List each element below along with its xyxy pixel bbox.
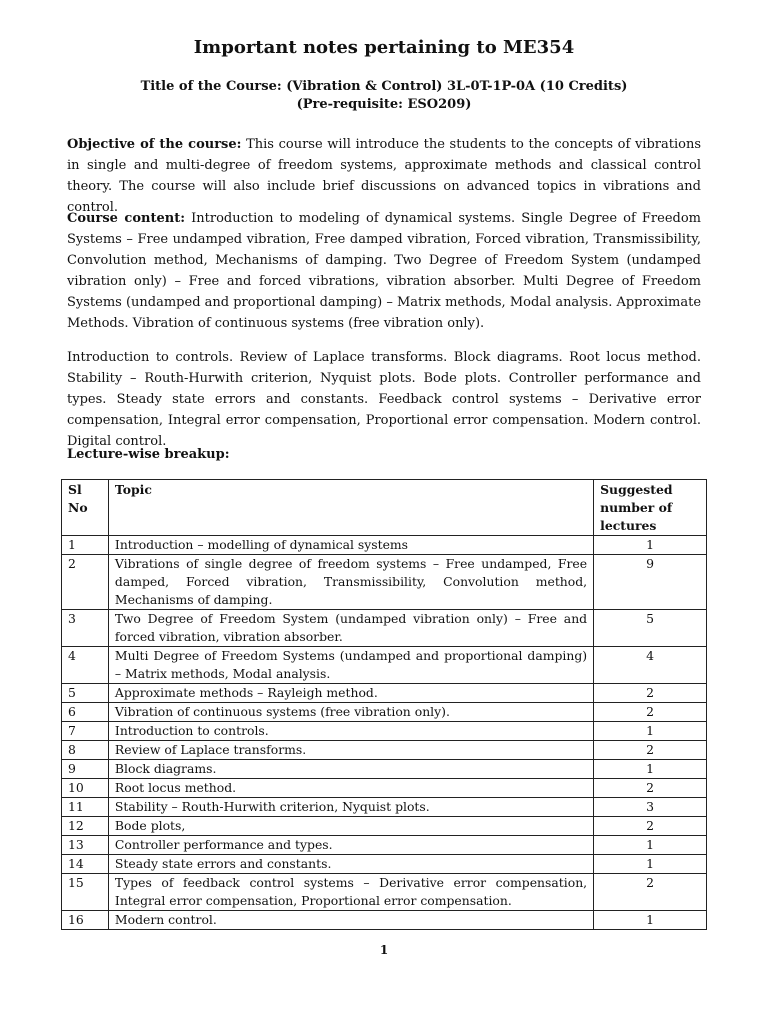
lecture-table-body xyxy=(62,536,707,930)
row-lecture-count: 1 xyxy=(594,911,707,930)
row-topic: Steady state errors and constants. xyxy=(108,855,593,874)
page-title: Important notes pertaining to ME354 xyxy=(193,37,575,58)
table-row xyxy=(62,874,707,911)
row-sl-number: 14 xyxy=(62,855,109,874)
row-lecture-count: 1 xyxy=(594,760,707,779)
row-lecture-count: 2 xyxy=(594,684,707,703)
row-sl-number: 3 xyxy=(62,610,109,647)
row-lecture-count: 2 xyxy=(594,779,707,798)
row-sl-number: 11 xyxy=(62,798,109,817)
table-row xyxy=(62,779,707,798)
header-lectures: Suggested number of lectures xyxy=(594,480,707,536)
table-row xyxy=(62,760,707,779)
row-topic: Review of Laplace transforms. xyxy=(108,741,593,760)
row-sl-number: 4 xyxy=(62,647,109,684)
row-sl-number: 8 xyxy=(62,741,109,760)
row-lecture-count: 1 xyxy=(594,855,707,874)
table-row xyxy=(62,610,707,647)
row-sl-number: 13 xyxy=(62,836,109,855)
objective-paragraph xyxy=(67,134,701,218)
row-topic: Block diagrams. xyxy=(108,760,593,779)
objective-text: This course will introduce the students to the concepts of vibrations in single and multi-degree of freedom systems, approximate methods and classical control theory. The course will also include brief discussions on advanced topics in vibrations and control. xyxy=(67,137,701,215)
row-sl-number: 5 xyxy=(62,684,109,703)
row-sl-number: 6 xyxy=(62,703,109,722)
course-title-line: Title of the Course: (Vibration & Control) 3L-0T-1P-0A (10 Credits) xyxy=(140,79,628,94)
row-topic: Bode plots, xyxy=(108,817,593,836)
table-row xyxy=(62,741,707,760)
row-lecture-count: 2 xyxy=(594,703,707,722)
row-topic: Modern control. xyxy=(108,911,593,930)
row-sl-number: 12 xyxy=(62,817,109,836)
row-lecture-count: 1 xyxy=(594,722,707,741)
row-sl-number: 1 xyxy=(62,536,109,555)
header-topic: Topic xyxy=(108,480,593,536)
table-row xyxy=(62,911,707,930)
course-content-text: Introduction to modeling of dynamical systems. Single Degree of Freedom Systems – Free undamped vibration, Free damped vibration, Forced vibration, Transmissibility, Convolution method, Mechanisms of damping. Two Degree of Freedom System (undamped vibration only) – Free and forced vibrations, vibration absorber. Multi Degree of Freedom Systems (undamped and proportional damping) – Matrix methods, Modal analysis. Approximate Methods. Vibration of continuous systems (free vibration only). xyxy=(67,211,702,331)
row-topic: Introduction to controls. xyxy=(108,722,593,741)
table-row xyxy=(62,798,707,817)
table-row xyxy=(62,555,707,610)
row-topic: Approximate methods – Rayleigh method. xyxy=(108,684,593,703)
row-lecture-count: 3 xyxy=(594,798,707,817)
table-row xyxy=(62,817,707,836)
row-sl-number: 2 xyxy=(62,555,109,610)
row-sl-number: 10 xyxy=(62,779,109,798)
row-lecture-count: 2 xyxy=(594,874,707,911)
table-row xyxy=(62,836,707,855)
row-topic: Types of feedback control systems – Derivative error compensation, Integral error compensation, Proportional error compensation. xyxy=(108,874,593,911)
row-lecture-count: 5 xyxy=(594,610,707,647)
row-topic: Two Degree of Freedom System (undamped vibration only) – Free and forced vibration, vibration absorber. xyxy=(108,610,593,647)
lecture-table xyxy=(61,479,707,930)
table-row xyxy=(62,647,707,684)
table-row xyxy=(62,684,707,703)
row-topic: Stability – Routh-Hurwith criterion, Nyquist plots. xyxy=(108,798,593,817)
table-row xyxy=(62,722,707,741)
row-topic: Multi Degree of Freedom Systems (undamped and proportional damping) – Matrix methods, Modal analysis. xyxy=(108,647,593,684)
lecture-breakup-heading: Lecture-wise breakup: xyxy=(67,447,230,462)
course-content-label: Course content: xyxy=(67,211,185,226)
course-content-paragraph xyxy=(67,208,701,334)
row-topic: Controller performance and types. xyxy=(108,836,593,855)
page-number: 1 xyxy=(379,943,389,957)
row-topic: Introduction – modelling of dynamical systems xyxy=(108,536,593,555)
prerequisite-line: (Pre-requisite: ESO209) xyxy=(296,97,472,112)
row-lecture-count: 1 xyxy=(594,536,707,555)
row-lecture-count: 4 xyxy=(594,647,707,684)
row-lecture-count: 2 xyxy=(594,741,707,760)
row-topic: Vibration of continuous systems (free vibration only). xyxy=(108,703,593,722)
row-lecture-count: 1 xyxy=(594,836,707,855)
objective-label: Objective of the course: xyxy=(67,137,242,152)
row-sl-number: 16 xyxy=(62,911,109,930)
row-lecture-count: 9 xyxy=(594,555,707,610)
table-row xyxy=(62,855,707,874)
table-header-row xyxy=(62,480,707,536)
row-sl-number: 15 xyxy=(62,874,109,911)
row-topic: Root locus method. xyxy=(108,779,593,798)
table-row xyxy=(62,536,707,555)
row-lecture-count: 2 xyxy=(594,817,707,836)
course-title-block xyxy=(67,78,701,114)
header-sl-no: Sl No xyxy=(62,480,109,536)
row-sl-number: 9 xyxy=(62,760,109,779)
table-row xyxy=(62,703,707,722)
row-topic: Vibrations of single degree of freedom systems – Free undamped, Free damped, Forced vibration, Transmissibility, Convolution method, Mechanisms of damping. xyxy=(108,555,593,610)
row-sl-number: 7 xyxy=(62,722,109,741)
controls-paragraph: Introduction to controls. Review of Laplace transforms. Block diagrams. Root locus method. Stability – Routh-Hurwith criterion, Nyquist plots. Bode plots. Controller performance and types. Steady state errors and constants. Feedback control systems – Derivative error compensation, Integral error compensation, Proportional error compensation. Modern control. Digital control. xyxy=(67,350,701,449)
